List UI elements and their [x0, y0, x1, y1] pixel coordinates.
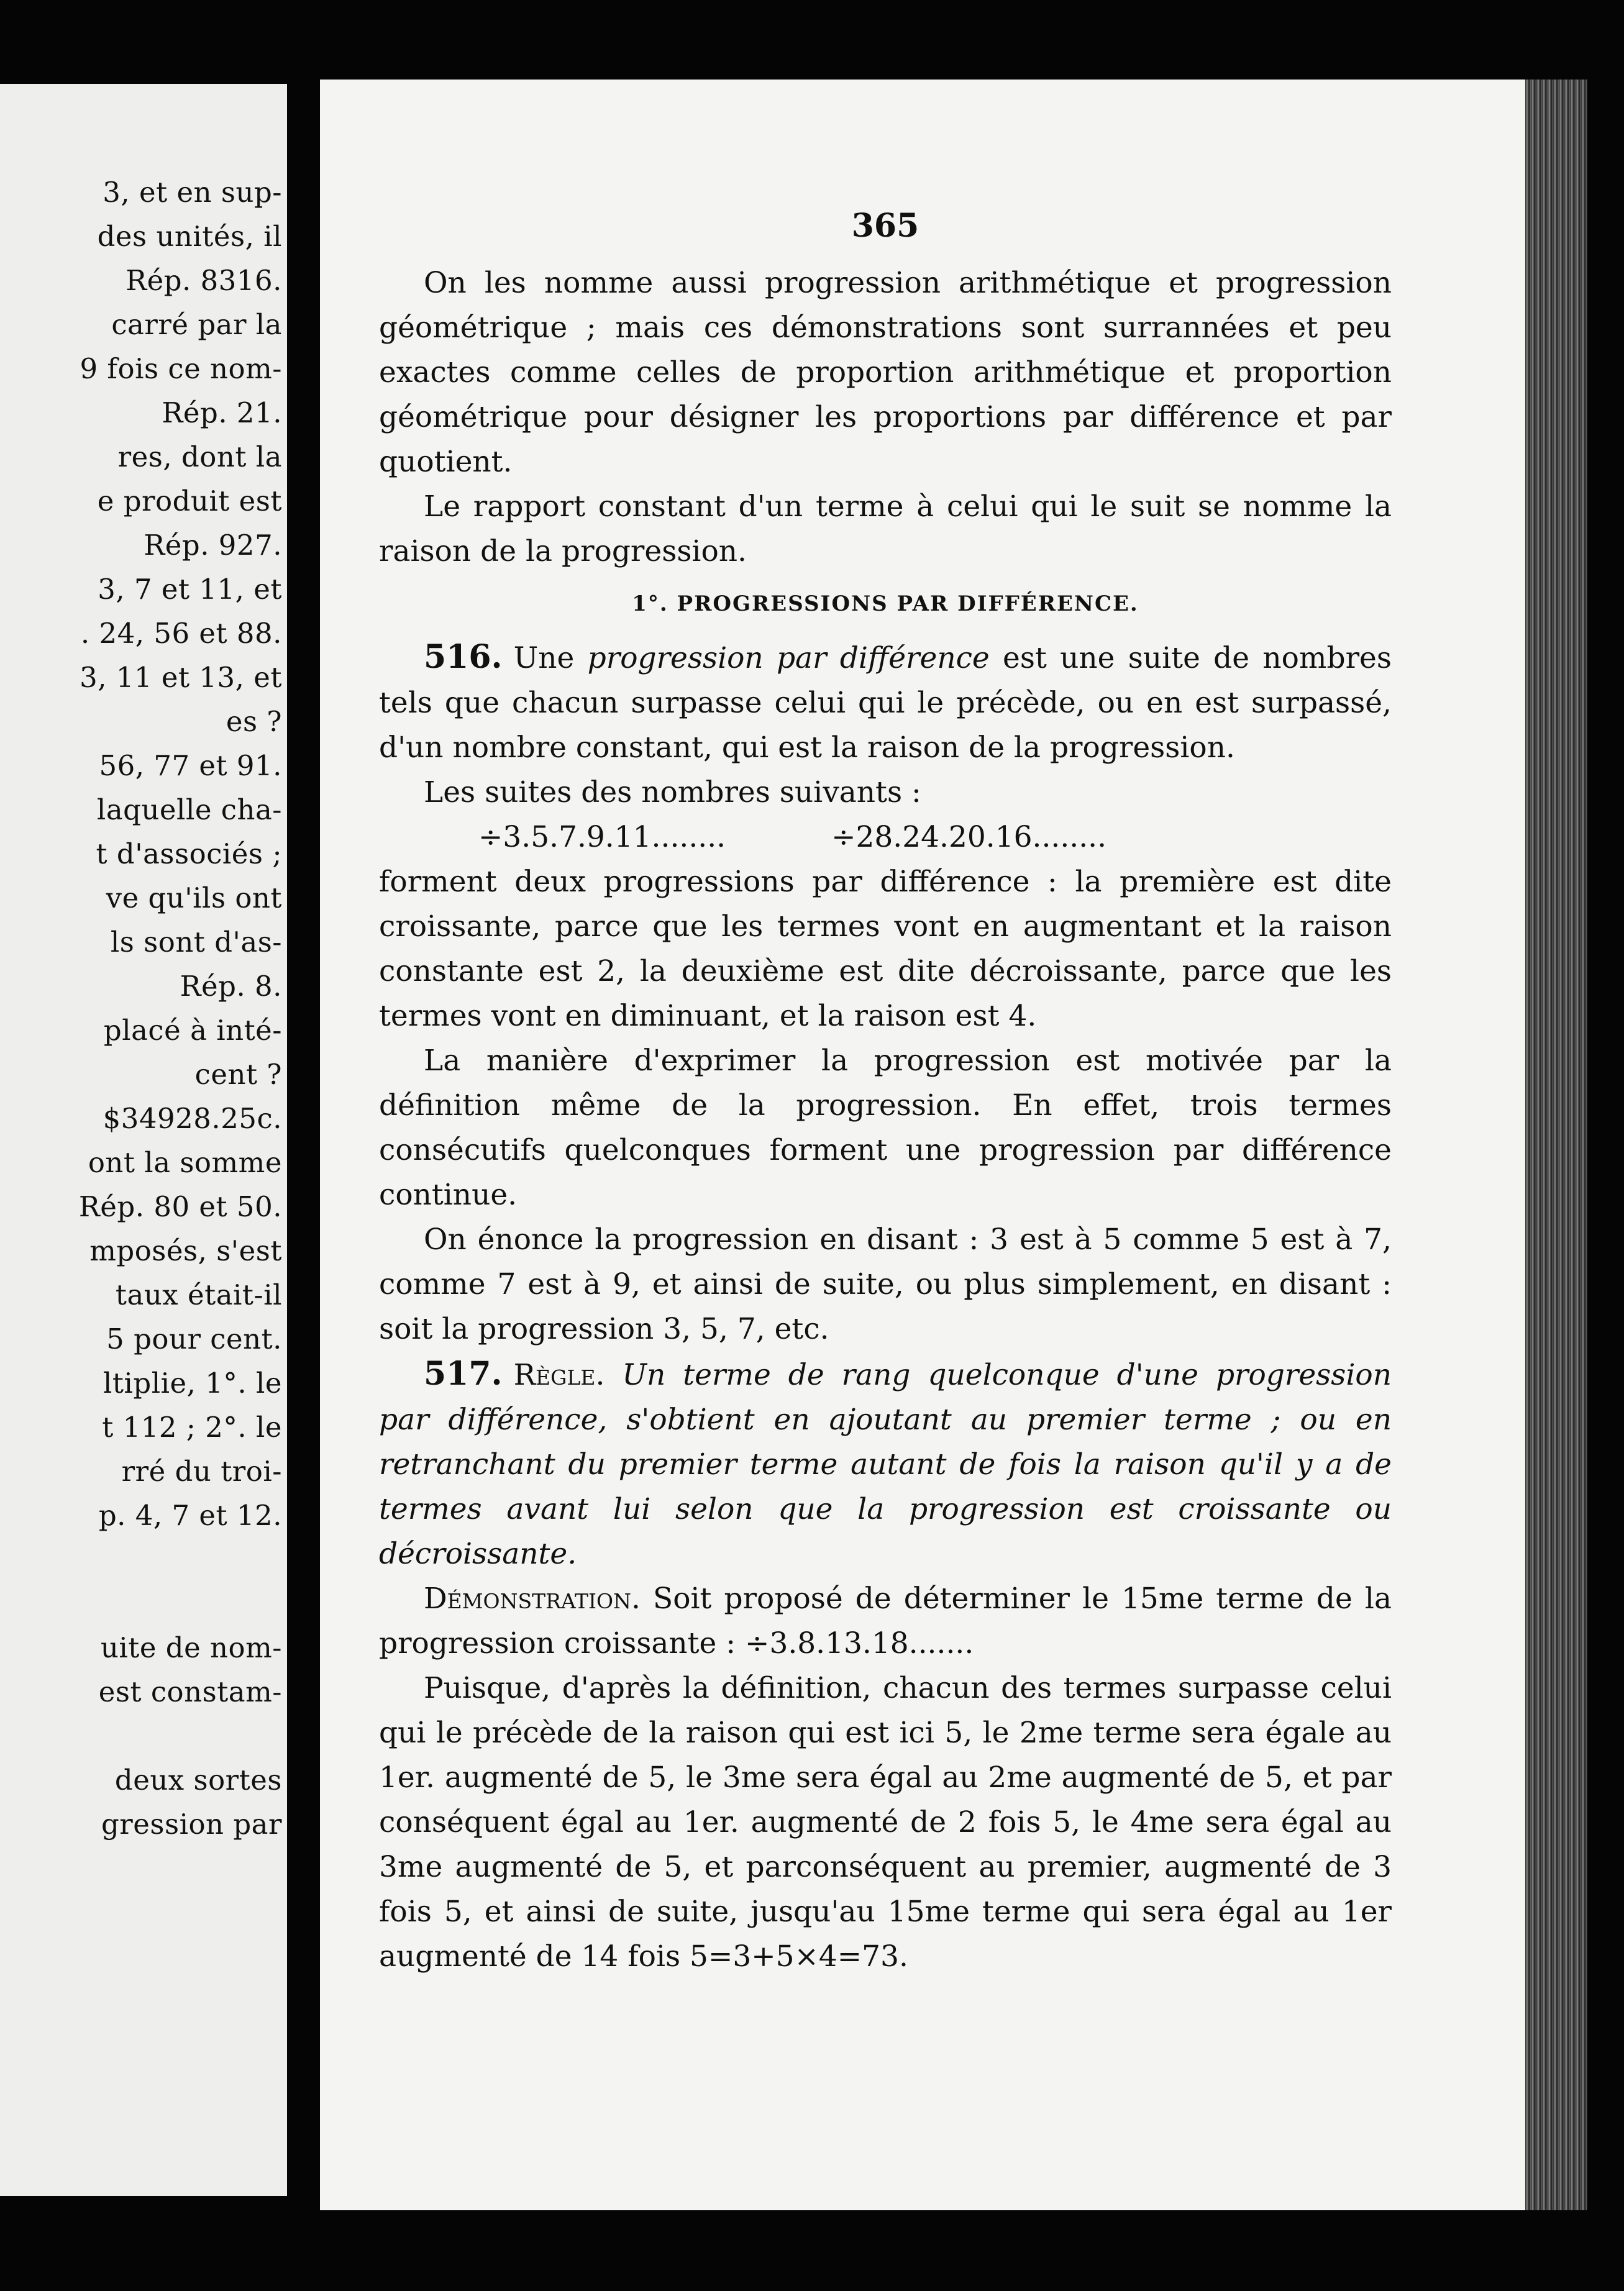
left-page-line: ont la somme	[88, 1146, 282, 1179]
rule-text: Un terme de rang quelconque d'une progression par différence, s'obtient en ajoutant au premier terme ; ou en retranchant du premier terme autant de fois la raison qu'il y a de termes avant lui selon que la progression est croissante ou décroissante.	[379, 1358, 1392, 1571]
left-page-line: t d'associés ;	[96, 837, 282, 870]
paragraph-raison: Le rapport constant d'un terme à celui qui le suit se nomme la raison de la progression.	[379, 490, 1392, 568]
paragraph-puisque: Puisque, d'après la définition, chacun des termes surpasse celui qui le précède de la raison qui est ici 5, le 2me terme sera égale au 1er. augmenté de 5, le 3me sera égal au 2me augmenté de 5, et par conséquent égal au 1er. augmenté de 2 fois 5, le 4me sera égal au 3me augmenté de 5, et parconséquent au premier, augmenté de 3 fois 5, et ainsi de suite, jusqu'au 15me terme qui sera égal au 1er augmenté de 14 fois 5=3+5×4=73.	[379, 1671, 1392, 1974]
s516-term: progression par différence	[587, 641, 990, 675]
page-edge	[1525, 80, 1587, 2210]
left-page-line: Rép. 927.	[144, 529, 282, 562]
left-page-line: gression par	[101, 1808, 282, 1841]
left-page-line: 9 fois ce nom-	[80, 352, 282, 385]
left-page-line: p. 4, 7 et 12.	[98, 1499, 282, 1532]
left-page-line: $34928.25c.	[103, 1102, 282, 1135]
left-page-line: est constam-	[98, 1675, 282, 1708]
left-page-line: e produit est	[97, 485, 282, 517]
paragraph-enonce: On énonce la progression en disant : 3 est à 5 comme 5 est à 7, comme 7 est à 9, et ainsi de suite, ou plus simplement, en disant : soit la progression 3, 5, 7, etc.	[379, 1223, 1392, 1346]
left-page-line: rré du troi-	[121, 1455, 282, 1488]
s516-text-after: est une suite de nombres tels que chacun surpasse celui qui le précède, ou en est surpassé, d'un nombre constant, qui est la raison de la progression.	[379, 641, 1392, 765]
left-page-line: Rép. 21.	[162, 396, 282, 429]
demonstration-label: Démonstration.	[424, 1582, 641, 1616]
left-page-line: ltiplie, 1°. le	[103, 1367, 282, 1400]
page-content	[379, 204, 1392, 1979]
left-page-line: laquelle cha-	[96, 793, 282, 826]
left-page-line: ls sont d'as-	[110, 926, 282, 959]
right-page	[320, 80, 1525, 2210]
paragraph-demonstration	[379, 1577, 1392, 1666]
left-page-line: t 112 ; 2°. le	[102, 1411, 282, 1444]
page-number: 365	[851, 207, 919, 245]
left-page-line: 3, 7 et 11, et	[98, 573, 282, 606]
series-decreasing: ÷28.24.20.16........	[831, 820, 1107, 854]
paragraph-suites: Les suites des nombres suivants :	[424, 775, 921, 809]
section-number-517: 517.	[424, 1355, 503, 1393]
left-page-line: . 24, 56 et 88.	[80, 617, 282, 650]
left-page-line: des unités, il	[97, 220, 282, 253]
left-page-line: cent ?	[194, 1058, 282, 1091]
left-page-line: uite de nom-	[100, 1631, 282, 1664]
left-page-line: 3, 11 et 13, et	[80, 661, 282, 694]
s516-text-before: Une	[513, 641, 575, 675]
section-title: 1°. PROGRESSIONS PAR DIFFÉRENCE.	[632, 591, 1139, 616]
series-examples	[379, 815, 1392, 860]
left-page-line: 56, 77 et 91.	[99, 749, 282, 782]
left-page-line: 5 pour cent.	[106, 1323, 282, 1355]
left-page-line: ve qu'ils ont	[106, 881, 282, 914]
demonstration-text: Soit proposé de déterminer le 15me terme de la progression croissante : ÷3.8.13.18.......	[379, 1582, 1392, 1660]
left-page-line: 3, et en sup-	[103, 176, 282, 209]
left-page-line: placé à inté-	[103, 1014, 282, 1047]
left-page	[0, 84, 287, 2196]
left-page-line: res, dont la	[117, 440, 282, 473]
left-page-line: carré par la	[111, 308, 282, 341]
section-number-516: 516.	[424, 638, 503, 676]
left-page-line: Rép. 80 et 50.	[78, 1190, 282, 1223]
paragraph-forment: forment deux progressions par différence : la première est dite croissante, parce que les termes vont en augmentant et la raison constante est 2, la deuxième est dite décroissante, parce que les termes vont en diminuant, et la raison est 4.	[379, 865, 1392, 1033]
left-page-line: mposés, s'est	[89, 1234, 282, 1267]
paragraph-progression-names: On les nomme aussi progression arithmétique et progression géométrique ; mais ces démonstrations sont surrannées et peu exactes comme celles de proportion arithmétique et proportion géométrique pour désigner les proportions par différence et par quotient.	[379, 266, 1392, 479]
paragraph-maniere: La manière d'exprimer la progression est motivée par la définition même de la progression. En effet, trois termes consécutifs quelconques forment une progression par différence continue.	[379, 1044, 1392, 1212]
series-increasing: ÷3.5.7.9.11........	[478, 820, 726, 854]
section-516	[379, 635, 1392, 770]
rule-label: Règle.	[513, 1358, 605, 1392]
section-517	[379, 1352, 1392, 1577]
left-page-line: Rép. 8316.	[125, 264, 282, 297]
left-page-line: deux sortes	[114, 1764, 282, 1797]
left-page-line: es ?	[226, 705, 282, 738]
left-page-line: taux était-il	[115, 1278, 282, 1311]
left-page-line: Rép. 8.	[180, 970, 282, 1003]
